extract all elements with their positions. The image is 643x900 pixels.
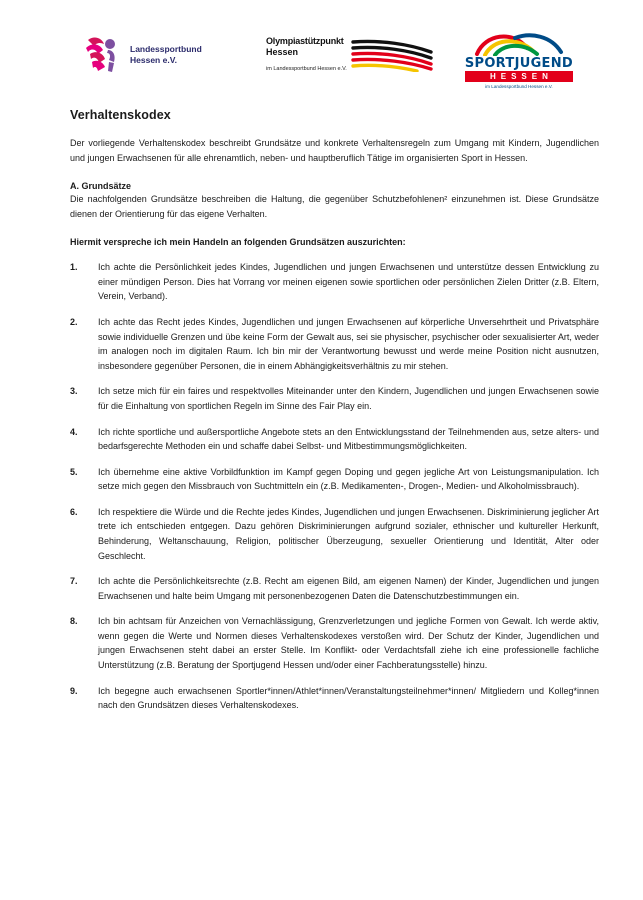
osp-flag-icon — [351, 38, 433, 72]
list-item — [70, 465, 599, 494]
list-item-number: 2. — [70, 317, 78, 328]
lsb-wordmark-line1: Landessportbund — [130, 43, 202, 54]
list-item — [70, 574, 599, 603]
list-item-number: 4. — [70, 426, 78, 437]
list-item-number: 3. — [70, 386, 78, 397]
list-item — [70, 684, 599, 713]
list-item — [70, 505, 599, 563]
section-a-heading: A. Grundsätze — [70, 181, 132, 192]
list-item — [70, 384, 599, 413]
sj-wordmark-title: SPORTJUGEND — [464, 56, 573, 71]
intro-paragraph: Der vorliegende Verhaltenskodex beschreibt Grundsätze und konkrete Verhaltensregeln zum Umgang mit Kindern, Jugendlichen und jungen Erwachsenen für alle ehrenamtlich, neben- und hauptberuflich Tätige im organisierten Sport in Hessen. — [70, 138, 599, 163]
list-item — [70, 260, 599, 304]
list-item-number: 7. — [70, 576, 78, 587]
list-item-text: Ich respektiere die Würde und die Rechte jedes Kindes, Jugendlichen und jungen Erwachsenen. Diskriminierung jeglicher Art trete ich entschieden entgegen. Dazu gehören Diskriminierungen aufgrund sozialer, ethnischer und kultureller Herkunft, Behinderung, Weltanschauung, Religion, politischer Überzeugung, sexueller Orientierung und Identität, Alter oder Geschlecht. — [98, 506, 599, 561]
lsb-figure-icon — [78, 32, 124, 78]
sj-wordmark-footnote: im Landessportbund Hessen e.V. — [485, 84, 553, 89]
list-item-text: Ich übernehme eine aktive Vorbildfunktion im Kampf gegen Doping und gegen jegliche Art von Leistungsmanipulation. Ich setze mich gegen den Missbrauch von Suchtmitteln ein (z.B. Medikamenten-, Drogen-, Medien- und Alkoholmissbrauch). — [98, 466, 599, 492]
osp-wordmark — [266, 36, 347, 72]
osp-wordmark-line1: Olympiastützpunkt — [266, 36, 344, 46]
list-item-text: Ich setze mich für ein faires und respektvolles Miteinander unter den Kindern, Jugendlichen und jungen Erwachsenen sowie für die Einhaltung von sportlichen Regeln im Sinne des Fair Play ein. — [98, 386, 599, 411]
sportjugend-hessen-logo — [465, 30, 573, 89]
list-item-text: Ich achte die Persönlichkeitsrechte (z.B. Recht am eigenen Bild, am eigenen Namen) der Kinder, Jugendlichen und jungen Erwachsenen und halte beim Umgang mit personenbezogenen Daten die Datenschutzbestimmungen ein. — [98, 576, 599, 601]
section-a-body: Die nachfolgenden Grundsätze beschreiben die Haltung, die gegenüber Schutzbefohlenen² einzunehmen ist. Diese Grundsätze dienen der Orientierung für das eigene Verhalten. — [70, 194, 599, 219]
list-item-text: Ich achte das Recht jedes Kindes, Jugendlichen und jungen Erwachsenen auf körperliche Unversehrtheit und Privatsphäre sowie individuelle Grenzen und übe keine Form der Gewalt aus, sei sie physischer, psychischer oder sexualisierter Art, weder im analogen noch im digitalen Raum. Ich bin mir der Verantwortung bewusst und werde meine Position nicht ausnutzen, insbesondere gegenüber Personen, die in einem Abhängigkeitsverhältnis zu mir stehen. — [98, 317, 599, 371]
landessportbund-hessen-logo — [78, 32, 202, 78]
list-item-number: 9. — [70, 685, 78, 696]
list-item-text: Ich begegne auch erwachsenen Sportler*innen/Athlet*innen/Veranstaltungsteilnehmer*innen/ Mitgliedern und Kolleg*innen nach den Grundsätzen dieses Verhaltenskodexes. — [98, 685, 599, 711]
logo-header-row — [70, 22, 599, 94]
sj-arc-icon — [471, 30, 567, 56]
olympiastuetzpunkt-hessen-logo — [266, 36, 433, 72]
list-item-number: 1. — [70, 262, 78, 273]
osp-wordmark-line3: im Landessportbund Hessen e.V. — [266, 65, 347, 72]
lsb-wordmark-line2: Hessen e.V. — [130, 55, 177, 65]
osp-wordmark-line2: Hessen — [266, 47, 299, 58]
list-item-number: 6. — [70, 506, 78, 517]
list-item — [70, 425, 599, 454]
list-item-text: Ich bin achtsam für Anzeichen von Vernachlässigung, Grenzverletzungen und jegliche Formen von Gewalt. Ich werde aktiv, wenn gegen die Werte und Normen dieses Verhaltenskodexes verstoßen wird. Der Schutz der Kinder, Jugendlichen und jungen Erwachsenen steht dabei an erster Stelle. Im Konflikt- oder Verdachtsfall ziehe ich eine professionelle fachliche Unterstützung (z.B. Beratung der Sportjugend Hessen und/oder einer Fachberatungsstelle) hinzu. — [98, 616, 599, 671]
page-title: Verhaltenskodex — [70, 108, 171, 122]
list-item-number: 5. — [70, 466, 78, 477]
list-item-text: Ich achte die Persönlichkeit jedes Kindes, Jugendlichen und jungen Erwachsenen und unterstütze dessen Entwicklung zu einer mündigen Person. Dies hat Vorrang vor meinen eigenen sowie sportlichen oder persönlichen Zielen Dritter (z.B. Eltern, Verein, Verband). — [98, 262, 599, 302]
lsb-wordmark — [130, 44, 202, 67]
principles-list — [70, 260, 599, 712]
sj-wordmark-subtitle: HESSEN — [465, 71, 573, 82]
pledge-heading: Hiermit verspreche ich mein Handeln an folgenden Grundsätzen auszurichten: — [70, 237, 406, 248]
list-item — [70, 614, 599, 672]
list-item-text: Ich richte sportliche und außersportliche Angebote stets an den Entwicklungsstand der Teilnehmenden aus, setze alters- und bedarfsgerechte Methoden ein und schaffe dabei Selbst- und Mitbestimmungsmöglichkeiten. — [98, 426, 599, 452]
list-item-number: 8. — [70, 616, 78, 627]
list-item — [70, 315, 599, 373]
